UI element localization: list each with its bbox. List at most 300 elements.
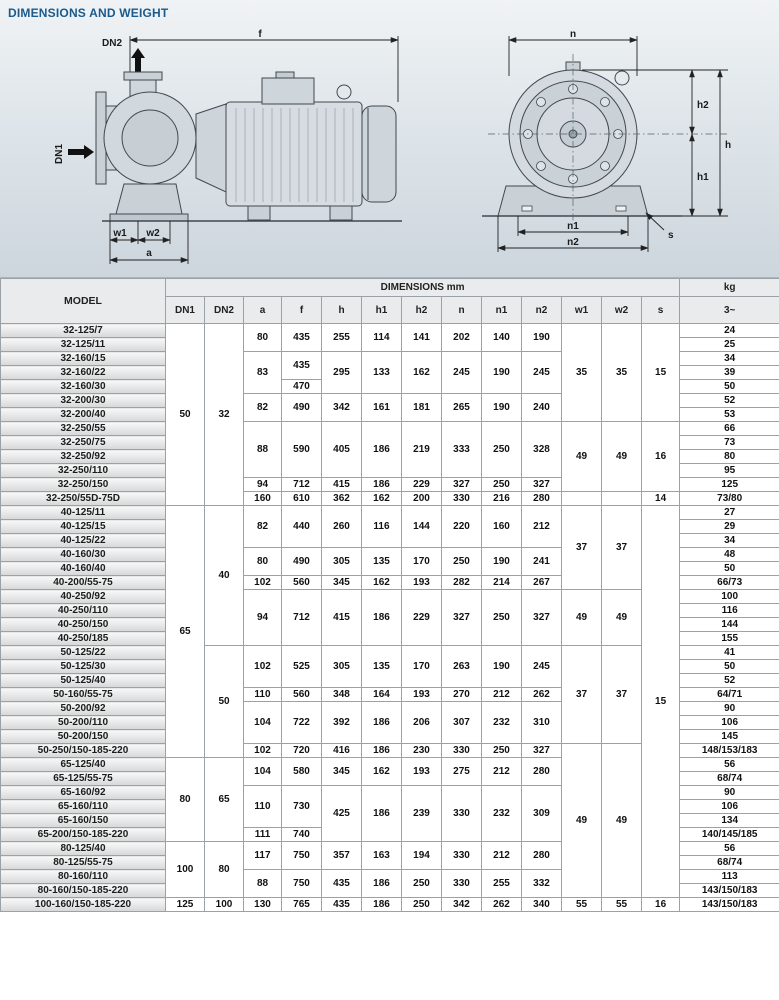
dim-cell: 41 [680, 646, 779, 660]
dim-cell: 110 [244, 688, 282, 702]
model-cell: 32-125/11 [1, 338, 166, 352]
h-label: h [725, 140, 732, 151]
dim-cell: 37 [562, 646, 602, 744]
dim-cell: 186 [362, 702, 402, 744]
model-cell: 32-200/30 [1, 394, 166, 408]
dim-cell: 712 [282, 590, 322, 646]
dim-cell: 80 [166, 758, 205, 842]
model-cell: 65-160/150 [1, 814, 166, 828]
kg-sub-header: 3~ [680, 297, 779, 324]
dim-cell: 330 [442, 786, 482, 842]
dim-cell: 560 [282, 576, 322, 590]
dim-cell: 342 [442, 898, 482, 912]
dim-cell: 241 [522, 548, 562, 576]
dim-cell: 50 [166, 324, 205, 506]
table-row [1, 324, 779, 338]
dim-cell: 164 [362, 688, 402, 702]
dim-cell: 525 [282, 646, 322, 688]
model-cell: 32-250/150 [1, 478, 166, 492]
dim-cell: 186 [362, 744, 402, 758]
dim-cell: 49 [562, 422, 602, 492]
dim-cell: 280 [522, 758, 562, 786]
dim-cell: 255 [322, 324, 362, 352]
dim-cell: 230 [402, 744, 442, 758]
dim-cell: 750 [282, 870, 322, 898]
model-cell: 65-160/92 [1, 786, 166, 800]
col-header-s: s [642, 297, 680, 324]
dim-cell: 212 [482, 688, 522, 702]
dim-cell: 141 [402, 324, 442, 352]
dim-cell: 50 [680, 380, 779, 394]
dim-cell: 490 [282, 394, 322, 422]
dim-cell: 134 [680, 814, 779, 828]
model-cell: 32-200/40 [1, 408, 166, 422]
model-cell: 40-250/150 [1, 618, 166, 632]
model-cell: 65-125/40 [1, 758, 166, 772]
dim-cell: 307 [442, 702, 482, 744]
model-cell: 65-200/150-185-220 [1, 828, 166, 842]
w2-label: w2 [146, 228, 160, 239]
dim-cell: 330 [442, 492, 482, 506]
dim-cell: 190 [482, 352, 522, 394]
dim-cell: 328 [522, 422, 562, 478]
dim-cell: 68/74 [680, 772, 779, 786]
dim-cell: 55 [602, 898, 642, 912]
dim-cell: 590 [282, 422, 322, 478]
dim-cell: 133 [362, 352, 402, 394]
dn1-label: DN1 [54, 143, 65, 165]
dim-cell: 240 [522, 394, 562, 422]
dim-cell: 232 [482, 786, 522, 842]
dim-cell: 100 [166, 842, 205, 898]
dim-cell: 194 [402, 842, 442, 870]
dim-cell: 330 [442, 744, 482, 758]
dim-cell: 161 [362, 394, 402, 422]
dim-cell: 113 [680, 870, 779, 884]
dim-cell: 342 [322, 394, 362, 422]
dim-cell: 267 [522, 576, 562, 590]
dim-cell: 110 [244, 786, 282, 828]
model-cell: 40-200/55-75 [1, 576, 166, 590]
dim-cell: 104 [244, 702, 282, 744]
dim-cell: 263 [442, 646, 482, 688]
dim-cell: 212 [522, 506, 562, 548]
dim-cell: 160 [244, 492, 282, 506]
model-cell: 32-160/30 [1, 380, 166, 394]
dim-cell: 94 [244, 478, 282, 492]
dim-cell: 37 [602, 506, 642, 590]
dim-cell: 250 [402, 898, 442, 912]
col-header-w1: w1 [562, 297, 602, 324]
dim-cell: 730 [282, 786, 322, 828]
dim-cell: 295 [322, 352, 362, 394]
dim-cell: 212 [482, 842, 522, 870]
dim-cell: 16 [642, 898, 680, 912]
dim-cell: 130 [244, 898, 282, 912]
dim-cell: 212 [482, 758, 522, 786]
dim-cell: 348 [322, 688, 362, 702]
col-header-n: n [442, 297, 482, 324]
dim-cell: 162 [402, 352, 442, 394]
dim-cell: 111 [244, 828, 282, 842]
model-cell: 50-160/55-75 [1, 688, 166, 702]
dim-cell: 144 [402, 506, 442, 548]
dim-cell: 49 [562, 744, 602, 898]
dim-cell: 435 [322, 898, 362, 912]
n2-label: n2 [567, 237, 579, 248]
dim-cell: 190 [522, 324, 562, 352]
dim-cell: 425 [322, 786, 362, 842]
dim-cell: 106 [680, 716, 779, 730]
dim-cell: 340 [522, 898, 562, 912]
dim-cell: 80 [244, 324, 282, 352]
dim-cell: 162 [362, 758, 402, 786]
dim-cell: 415 [322, 590, 362, 646]
table-row [1, 506, 779, 520]
model-cell: 32-125/7 [1, 324, 166, 338]
dim-cell: 37 [562, 506, 602, 590]
dim-cell: 190 [482, 548, 522, 576]
dim-cell: 186 [362, 478, 402, 492]
dim-cell: 27 [680, 506, 779, 520]
dim-cell: 580 [282, 758, 322, 786]
dim-cell: 114 [362, 324, 402, 352]
dim-cell: 327 [442, 478, 482, 492]
dim-cell: 610 [282, 492, 322, 506]
dim-cell: 357 [322, 842, 362, 870]
dim-cell: 216 [482, 492, 522, 506]
model-cell: 32-250/75 [1, 436, 166, 450]
dim-cell: 280 [522, 842, 562, 870]
lifting-eye-icon [337, 85, 351, 99]
dimensions-table [0, 278, 779, 912]
dim-cell: 100 [205, 898, 244, 912]
dim-cell: 250 [482, 478, 522, 492]
dim-cell: 16 [642, 422, 680, 492]
model-cell: 80-160/150-185-220 [1, 884, 166, 898]
dim-cell: 34 [680, 352, 779, 366]
dim-cell: 712 [282, 478, 322, 492]
dn2-arrow-icon [131, 48, 145, 74]
model-cell: 40-160/30 [1, 548, 166, 562]
dim-cell: 245 [522, 352, 562, 394]
model-cell: 80-160/110 [1, 870, 166, 884]
pump-front-body [482, 62, 682, 216]
eyebolt-icon [615, 71, 629, 85]
dim-cell: 117 [244, 842, 282, 870]
dim-cell: 25 [680, 338, 779, 352]
dim-cell: 405 [322, 422, 362, 478]
dim-cell: 65 [205, 758, 244, 842]
dim-cell: 80 [244, 548, 282, 576]
dim-cell: 250 [482, 422, 522, 478]
model-cell: 40-125/15 [1, 520, 166, 534]
dn1-arrow-icon [68, 145, 94, 159]
pump-body [96, 72, 402, 221]
dim-cell: 275 [442, 758, 482, 786]
dim-cell: 435 [282, 324, 322, 352]
dim-cell: 48 [680, 548, 779, 562]
dim-cell: 362 [322, 492, 362, 506]
dim-cell: 170 [402, 646, 442, 688]
dim-cell: 250 [482, 744, 522, 758]
dim-cell: 100 [680, 590, 779, 604]
dim-cell: 435 [282, 352, 322, 380]
dim-cell: 15 [642, 506, 680, 898]
model-cell: 40-125/22 [1, 534, 166, 548]
dim-cell: 95 [680, 464, 779, 478]
dim-cell: 720 [282, 744, 322, 758]
dim-cell: 327 [442, 590, 482, 646]
dim-cell: 66/73 [680, 576, 779, 590]
table-body [1, 324, 779, 912]
dim-cell: 145 [680, 730, 779, 744]
dim-cell: 82 [244, 394, 282, 422]
dim-cell: 232 [482, 702, 522, 744]
model-cell: 32-250/55D-75D [1, 492, 166, 506]
dim-cell: 116 [362, 506, 402, 548]
dim-cell: 56 [680, 842, 779, 856]
dim-cell: 94 [244, 590, 282, 646]
dim-cell: 83 [244, 352, 282, 394]
dim-cell: 330 [442, 842, 482, 870]
dim-cell: 193 [402, 758, 442, 786]
dim-cell: 345 [322, 758, 362, 786]
dim-cell: 135 [362, 548, 402, 576]
model-cell: 50-125/40 [1, 674, 166, 688]
col-header-w2: w2 [602, 297, 642, 324]
dim-cell: 190 [482, 646, 522, 688]
model-cell: 50-250/150-185-220 [1, 744, 166, 758]
dim-cell: 392 [322, 702, 362, 744]
base-dimensions [498, 213, 664, 252]
dim-cell: 80 [205, 842, 244, 898]
dim-cell: 125 [166, 898, 205, 912]
dim-cell: 80 [680, 450, 779, 464]
model-cell: 32-160/15 [1, 352, 166, 366]
dim-cell: 190 [482, 394, 522, 422]
dim-cell: 181 [402, 394, 442, 422]
dim-cell: 740 [282, 828, 322, 842]
dim-cell: 260 [322, 506, 362, 548]
dim-cell: 50 [680, 660, 779, 674]
dim-cell: 193 [402, 688, 442, 702]
table-row [1, 422, 779, 436]
dim-cell: 90 [680, 702, 779, 716]
model-cell: 65-125/55-75 [1, 772, 166, 786]
dim-cell: 106 [680, 800, 779, 814]
model-cell: 80-125/55-75 [1, 856, 166, 870]
dim-cell: 239 [402, 786, 442, 842]
dim-cell: 32 [205, 324, 244, 506]
dim-cell: 309 [522, 786, 562, 842]
dim-cell: 35 [562, 324, 602, 422]
dim-cell: 24 [680, 324, 779, 338]
dim-cell: 750 [282, 842, 322, 870]
col-header-dn1: DN1 [166, 297, 205, 324]
dim-cell: 490 [282, 548, 322, 576]
dim-cell: 82 [244, 506, 282, 548]
model-cell: 50-125/22 [1, 646, 166, 660]
dim-cell: 163 [362, 842, 402, 870]
dim-cell: 52 [680, 394, 779, 408]
dim-cell: 143/150/183 [680, 884, 779, 898]
dim-cell: 229 [402, 590, 442, 646]
dim-cell: 250 [442, 548, 482, 576]
dim-cell: 280 [522, 492, 562, 506]
dim-cell: 55 [562, 898, 602, 912]
kg-header: kg [680, 279, 779, 297]
dim-cell: 560 [282, 688, 322, 702]
model-cell: 50-200/92 [1, 702, 166, 716]
model-cell: 80-125/40 [1, 842, 166, 856]
dim-cell: 193 [402, 576, 442, 590]
dim-cell: 37 [602, 646, 642, 744]
model-cell: 32-250/92 [1, 450, 166, 464]
dn2-label: DN2 [102, 38, 123, 49]
dim-cell: 435 [322, 870, 362, 898]
col-header-f: f [282, 297, 322, 324]
dim-cell: 88 [244, 422, 282, 478]
dim-cell: 220 [442, 506, 482, 548]
dim-cell: 186 [362, 590, 402, 646]
dim-cell: 722 [282, 702, 322, 744]
dim-cell: 102 [244, 576, 282, 590]
table-row [1, 898, 779, 912]
dim-cell: 305 [322, 646, 362, 688]
dim-cell: 65 [166, 506, 205, 758]
dim-cell: 140/145/185 [680, 828, 779, 842]
dim-cell: 245 [442, 352, 482, 394]
dim-cell: 345 [322, 576, 362, 590]
dim-cell: 416 [322, 744, 362, 758]
f-label: f [258, 29, 262, 40]
dim-cell: 50 [205, 646, 244, 758]
dim-cell: 229 [402, 478, 442, 492]
dim-cell: 155 [680, 632, 779, 646]
dim-cell: 265 [442, 394, 482, 422]
dim-cell: 14 [642, 492, 680, 506]
dim-cell: 53 [680, 408, 779, 422]
dim-cell: 49 [602, 744, 642, 898]
pump-front-view-diagram [470, 28, 760, 273]
dim-cell: 102 [244, 744, 282, 758]
dim-cell: 327 [522, 478, 562, 492]
model-cell: 40-250/185 [1, 632, 166, 646]
dim-cell: 104 [244, 758, 282, 786]
dim-cell: 49 [562, 590, 602, 646]
dim-cell: 143/150/183 [680, 898, 779, 912]
dim-cell: 250 [482, 590, 522, 646]
dim-cell: 219 [402, 422, 442, 478]
dim-cell: 64/71 [680, 688, 779, 702]
model-cell: 40-250/110 [1, 604, 166, 618]
model-column-header: MODEL [1, 279, 166, 324]
model-cell: 32-250/55 [1, 422, 166, 436]
model-cell: 50-125/30 [1, 660, 166, 674]
dim-cell: 90 [680, 786, 779, 800]
dim-cell: 135 [362, 646, 402, 688]
dim-cell: 470 [282, 380, 322, 394]
dim-cell: 245 [522, 646, 562, 688]
col-header-n2: n2 [522, 297, 562, 324]
n1-label: n1 [567, 221, 579, 232]
dim-cell: 50 [680, 562, 779, 576]
model-cell: 32-160/22 [1, 366, 166, 380]
dim-cell: 262 [522, 688, 562, 702]
dim-cell: 327 [522, 744, 562, 758]
dim-cell: 125 [680, 478, 779, 492]
dim-cell: 148/153/183 [680, 744, 779, 758]
dim-cell: 310 [522, 702, 562, 744]
dim-cell: 162 [362, 492, 402, 506]
s-label: s [668, 230, 674, 241]
dim-cell: 255 [482, 870, 522, 898]
table-row [1, 492, 779, 506]
dim-cell: 15 [642, 324, 680, 422]
dim-cell: 415 [322, 478, 362, 492]
dim-cell: 206 [402, 702, 442, 744]
col-header-n1: n1 [482, 297, 522, 324]
dim-cell: 40 [205, 506, 244, 646]
dim-cell: 68/74 [680, 856, 779, 870]
dim-cell: 765 [282, 898, 322, 912]
dim-cell: 330 [442, 870, 482, 898]
model-cell: 32-250/110 [1, 464, 166, 478]
col-header-a: a [244, 297, 282, 324]
a-label: a [146, 248, 152, 259]
dim-cell: 52 [680, 674, 779, 688]
dim-cell: 214 [482, 576, 522, 590]
model-cell: 40-250/92 [1, 590, 166, 604]
h1-label: h1 [697, 172, 709, 183]
dim-cell: 49 [602, 422, 642, 492]
dim-cell: 88 [244, 870, 282, 898]
diagram-panel [0, 0, 779, 278]
col-header-dn2: DN2 [205, 297, 244, 324]
dim-cell: 73/80 [680, 492, 779, 506]
dim-cell: 332 [522, 870, 562, 898]
dim-cell [562, 492, 602, 506]
dim-cell: 160 [482, 506, 522, 548]
w1-label: w1 [113, 228, 127, 239]
dim-cell [602, 492, 642, 506]
dimensions-header: DIMENSIONS mm [166, 279, 680, 297]
dim-cell: 202 [442, 324, 482, 352]
dim-cell: 305 [322, 548, 362, 576]
model-cell: 65-160/110 [1, 800, 166, 814]
dim-cell: 186 [362, 422, 402, 478]
dim-cell: 186 [362, 870, 402, 898]
dim-cell: 170 [402, 548, 442, 576]
col-header-h2: h2 [402, 297, 442, 324]
dim-cell: 186 [362, 786, 402, 842]
dim-cell: 102 [244, 646, 282, 688]
dim-cell: 49 [602, 590, 642, 646]
dim-cell: 66 [680, 422, 779, 436]
dim-cell: 73 [680, 436, 779, 450]
pump-side-view-diagram [50, 28, 450, 273]
model-cell: 40-125/11 [1, 506, 166, 520]
h2-label: h2 [697, 100, 709, 111]
dim-cell: 116 [680, 604, 779, 618]
col-header-h: h [322, 297, 362, 324]
dim-cell: 327 [522, 590, 562, 646]
dim-cell: 140 [482, 324, 522, 352]
dim-cell: 56 [680, 758, 779, 772]
n-label: n [569, 29, 577, 40]
model-cell: 50-200/110 [1, 716, 166, 730]
